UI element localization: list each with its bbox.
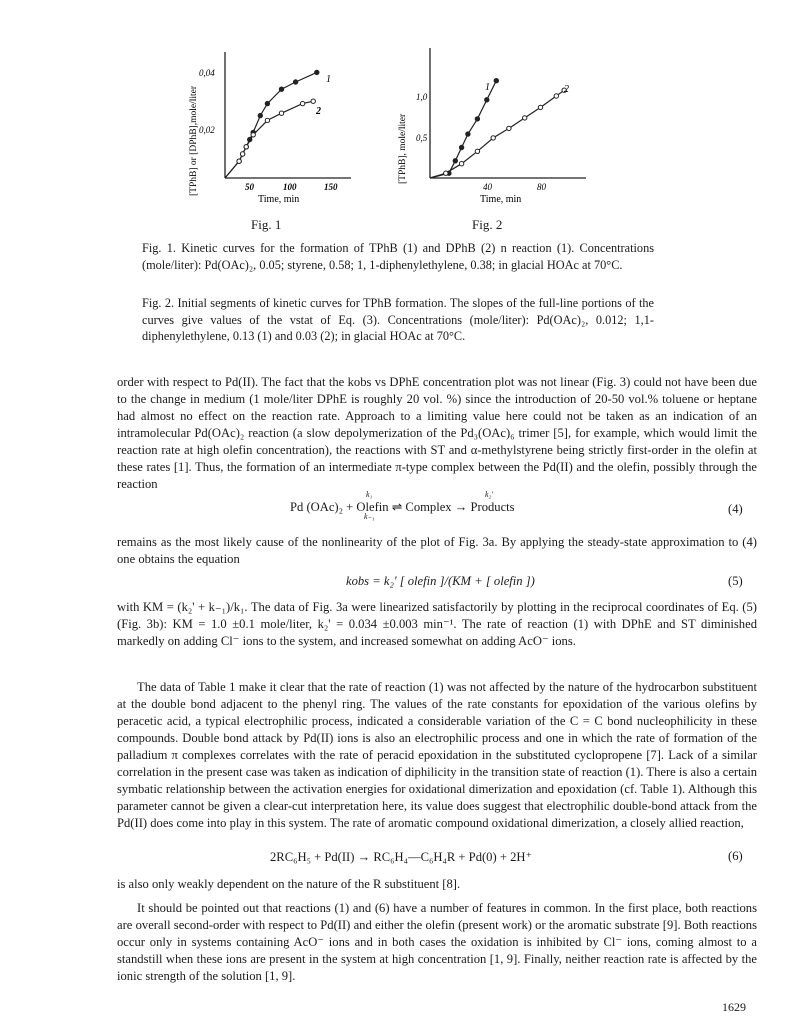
equation-5: kobs = k₂' [ olefin ]/(KM + [ olefin ]) [346,574,535,588]
equation-4-k2: k₂' [485,490,494,499]
paragraph-1: order with respect to Pd(II). The fact that the kobs vs DPhE concentration plot was not linear (Fig. 3) could not have been due to the change in medium (1 mole/liter DPhE is roughly 20 vol. %) since the introduction of 20-50 vol.% toluene or heptane had almost no effect on the reaction rate. Approach to a limiting value here could not be taken as an indication of an intramolecular Pd(OAc)₂ reaction (a slow depolymerization of the Pd₃(OAc)₆ trimer [5], for example, which would limit the reaction rate at high olefin concentration), the reactions with ST and α-methylstyrene being strictly first-order in the olefin at these rates [1]. Thus, the formation of an intermediate π-type complex between the Pd(II) and the olefin, possibly through the reaction [117,375,757,491]
fig2-series-2-point-3 [475,149,479,153]
paragraph-3: with KM = (k₂' + k₋₁)/k₁. The data of Fig. 3a were linearized satisfactorily by plotting in the reciprocal coordinates of Eq. (5) (Fig. 3b): KM = 1.0 ±0.1 mole/liter, k₂' = 0.034 ±0.003 min⁻¹. The rate of reaction (1) with DPhE and ST diminished markedly on adding Cl⁻ ions to the system, and increased somewhat on adding AcO⁻ ions. [117,600,757,648]
paragraph-2: remains as the most likely cause of the nonlinearity of the plot of Fig. 3a. By applying the steady-state approximation to (4) one obtains the equation [117,535,757,566]
fig2-ytick-1: 1,0 [416,92,428,102]
fig1-series-2-point-3 [244,145,248,149]
fig2-series-2-point-5 [507,126,511,130]
fig2-xtick-2: 80 [537,182,546,192]
paragraph-5: is also only weakly dependent on the nature of the R substituent [8]. [117,877,461,891]
fig1-ytick-1: 0,04 [199,68,215,78]
equation-4-km1: k₋₁ [364,512,375,521]
fig1-series-2-point-1 [237,159,241,163]
fig1-ylabel: [TPhB] or [DPhB],mole/liter [189,85,199,196]
fig2-series-2-point-1 [444,171,448,175]
fig2-series-2-point-7 [538,105,542,109]
fig1-xtick-1: 50 [245,182,254,192]
fig2-series-1-point-6 [485,98,489,102]
equation-4-number: (4) [728,502,743,516]
fig1-curve-label-2: 2 [316,106,321,117]
equation-4 [290,499,515,515]
fig1-series-2-point-7 [300,101,304,105]
fig2-series-2-point-8 [554,94,558,98]
figure-1-chart [185,44,365,214]
paragraph-4: The data of Table 1 make it clear that the rate of reaction (1) was not affected by the nature of the hydrocarbon substituent at the double bond adjacent to the phenyl ring. The values of the rate constants for epoxidation of the various olefins by peracetic acid, a typical electrophilic process, indicated a considerable variation of the C = C bond nucleophilicity in these compounds. Double bond attack by Pd(II) ions is also an electrophilic process and one in which the rate of formation of the palladium π complexes correlates with the rate of peracid epoxidation in the substituted cyclopropene [7]. Lack of a similar correlation in the present case was taken as indication of diphilicity in the transition state of reaction (1). There is also a certain symbatic relationship between the activation energies for oxidational dimerization and epoxidation (cf. Table 1). Although this parameter cannot be given a clear-cut interpretation here, its value does suggest that electrophilic double-bond attack from the Pd(II) does come into play in this system. The rate of aromatic compound oxidational dimerization, a closely allied reaction, [117,680,757,830]
fig2-ytick-2: 0,5 [416,133,428,143]
equation-4-k1: k₁ [366,490,373,499]
paragraph-6: It should be pointed out that reactions (1) and (6) have a number of features in common. In the first place, both reactions are overall second-order with respect to Pd(II) and either the olefin (present work) or the aromatic substrate [9]. Both reactions occur only in systems containing AcO⁻ ions and in both cases the oxidation is inhibited by Cl⁻ ions, coming almost to a standstill when these ions are present in the system at high concentration [1, 9]. Finally, neither reaction rate is affected by the ionic strength of the solution [1, 9]. [117,901,757,983]
fig1-series-1-point-9 [293,80,297,84]
fig2-series-1-point-5 [475,117,479,121]
figure-2-chart [394,44,594,214]
fig1-curve-label-1: 1 [326,74,331,85]
fig2-curve-label-2: 2 [564,84,569,95]
fig2-series-2-point-2 [459,162,463,166]
fig2-label: Fig. 2 [472,217,503,232]
fig1-series-1-point-10 [315,70,319,74]
fig2-xlabel: Time, min [480,194,522,205]
fig1-series-2-line [225,101,313,178]
fig1-series-2-point-5 [265,118,269,122]
fig2-series-2-point-4 [491,136,495,140]
page-number: 1629 [722,1000,746,1014]
fig1-xtick-2: 100 [283,182,297,192]
fig1-series-2-point-4 [251,133,255,137]
equation-5-number: (5) [728,574,743,588]
fig2-series-1-point-4 [466,132,470,136]
fig2-series-2-line [430,90,564,178]
fig1-series-2-point-6 [279,111,283,115]
fig2-series-1-point-7 [494,79,498,83]
fig1-series-2-point-2 [240,152,244,156]
fig1-xlabel: Time, min [258,194,300,205]
fig2-series-1-point-3 [459,145,463,149]
fig1-series-2-point-8 [311,99,315,103]
fig1-caption: Fig. 1. Kinetic curves for the formation of TPhB (1) and DPhB (2) n reaction (1). Concentrations (mole/liter): Pd(OAc)₂, 0.05; styrene, 0.58; 1, 1-diphenylethylene, 0.38; in glacial HOAc at 70°C. [142,241,654,272]
fig2-curve-label-1: 1 [485,82,490,93]
fig2-series-1-point-2 [453,159,457,163]
fig2-xtick-1: 40 [483,182,492,192]
equation-6: 2RC₆H₅ + Pd(II) → RC₆H₄—C₆H₄R + Pd(0) + 2H⁺ [270,850,533,864]
fig1-xtick-3: 150 [324,182,338,192]
fig1-series-1-point-8 [279,87,283,91]
fig1-series-1-point-7 [265,101,269,105]
fig1-ytick-2: 0,02 [199,125,215,135]
fig2-caption: Fig. 2. Initial segments of kinetic curves for TPhB formation. The slopes of the full-line portions of the curves give values of the vstat of Eq. (3). Concentrations (mole/liter): Pd(OAc)₂, 0.012; 1,1-diphenylethylene, 0.13 (1) and 0.03 (2); in glacial HOAc at 70°C. [142,296,654,343]
equation-4-text: Pd (OAc)₂ + Olefin ⇌ Complex → Products [290,500,515,514]
fig1-label: Fig. 1 [251,217,282,232]
fig2-ylabel: [TPhB], mole/liter [398,113,408,184]
fig2-series-2-point-6 [523,116,527,120]
fig1-series-1-point-6 [258,113,262,117]
equation-6-number: (6) [728,849,743,863]
